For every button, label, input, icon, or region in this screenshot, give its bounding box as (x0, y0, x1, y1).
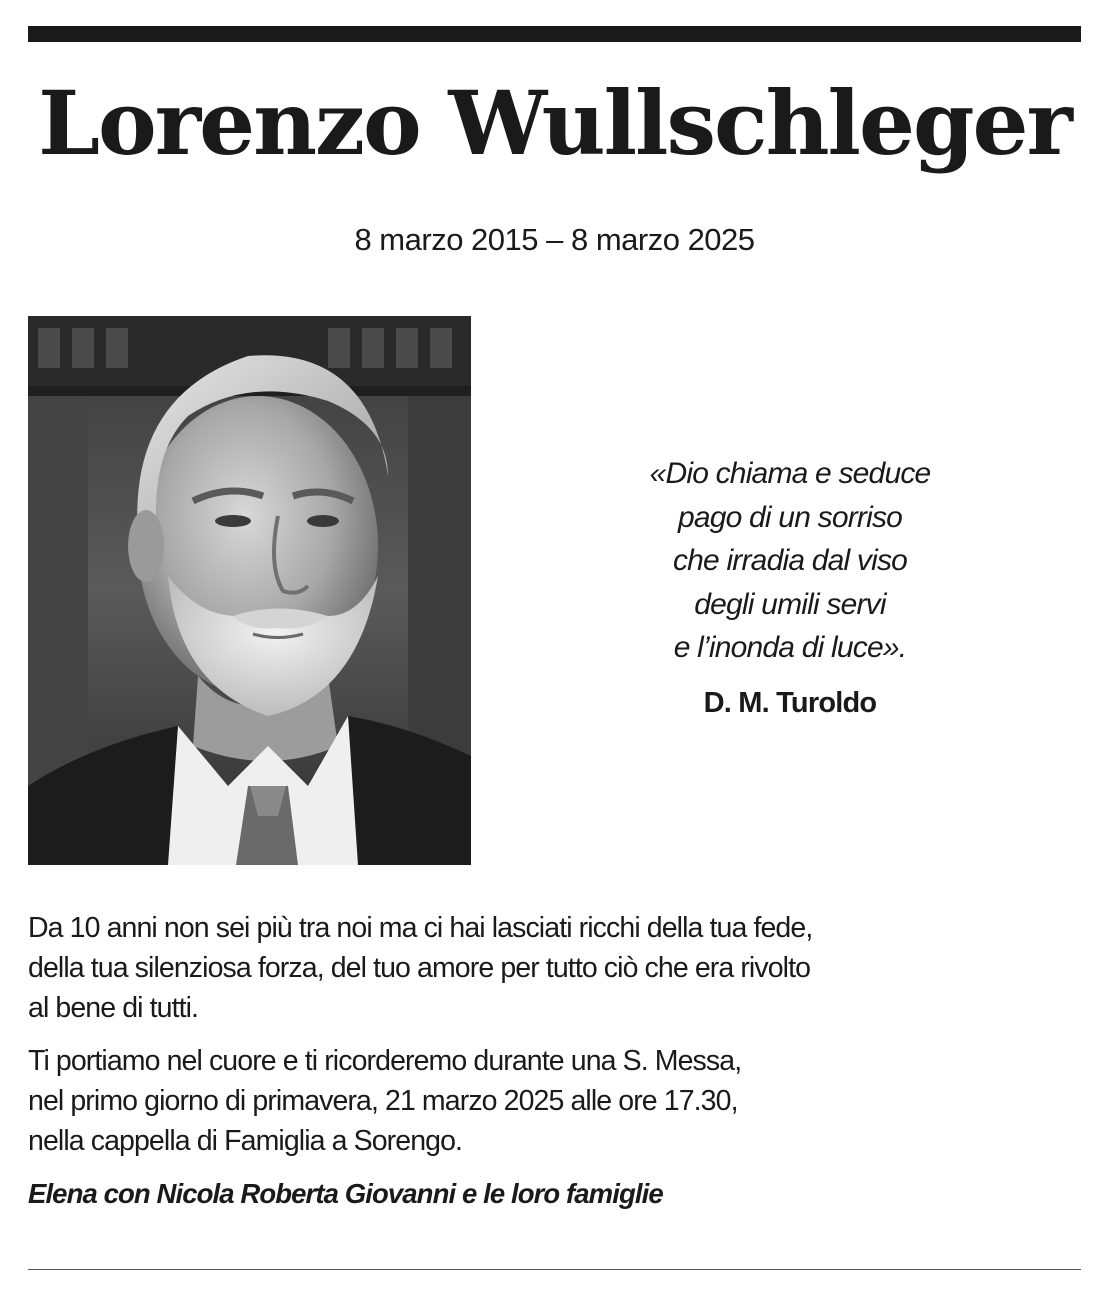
anniversary-dates: 8 marzo 2015 – 8 marzo 2025 (354, 222, 755, 257)
quote-line: che irradia dal viso (672, 544, 908, 577)
bottom-rule (28, 1269, 1081, 1270)
quote-line: «Dio chiama e seduce (649, 457, 931, 490)
top-rule (28, 26, 1081, 42)
portrait-photo (28, 316, 471, 865)
quote-line: degli umili servi (694, 587, 886, 621)
poem-quote (560, 452, 1020, 722)
message-line: nella cappella di Famiglia a Sorengo. (28, 1125, 463, 1157)
message-line: Ti portiamo nel cuore e ti ricorderemo durante una S. Messa, (28, 1045, 742, 1077)
message-line: al bene di tutti. (28, 992, 199, 1024)
message-paragraph (28, 1041, 1088, 1161)
message-paragraph (28, 908, 1088, 1028)
quote-line: pago di un sorriso (677, 500, 903, 534)
message-line: Da 10 anni non sei più tra noi ma ci hai lasciati ricchi della tua fede, (28, 912, 813, 944)
message-line: nel primo giorno di primavera, 21 marzo 2025 alle ore 17.30, (28, 1085, 738, 1117)
quote-line: e l’inonda di luce». (673, 631, 907, 664)
deceased-name: Lorenzo Wullschleger (38, 71, 1071, 175)
family-signature: Elena con Nicola Roberta Giovanni e le loro famiglie (28, 1178, 663, 1209)
message-line: della tua silenziosa forza, del tuo amore per tutto ciò che era rivolto (28, 952, 811, 984)
quote-author: D. M. Turoldo (703, 686, 877, 719)
memorial-message (28, 908, 1088, 1214)
